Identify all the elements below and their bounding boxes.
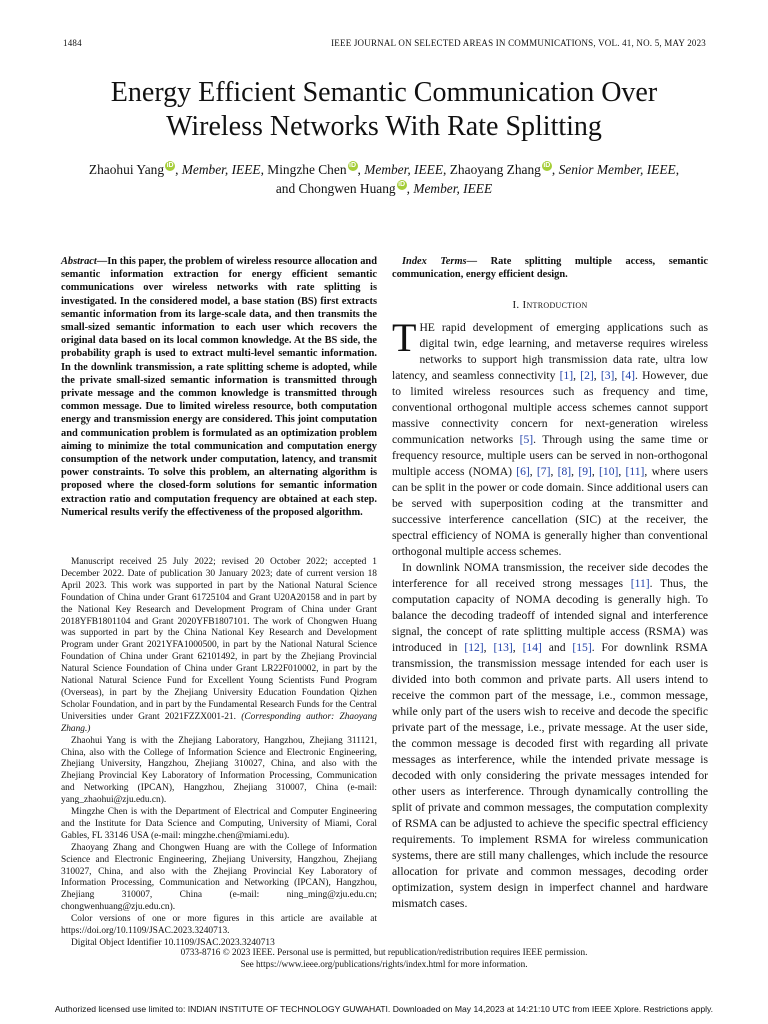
abstract-label: Abstract xyxy=(61,256,97,267)
footnote-affiliation: Mingzhe Chen is with the Department of Electrical and Computer Engineering and the Institute for Data Science and Computing, University of Miami, Coral Gables, FL 33146 USA (e-mail: mingzhe.chen@miami.edu). xyxy=(61,807,377,841)
authors-line-2: and Chongwen Huang iD , Member, IEEE xyxy=(275,181,493,196)
text-run: and xyxy=(541,640,573,654)
citation-link[interactable]: [8] xyxy=(557,464,572,478)
orcid-icon[interactable]: iD xyxy=(398,181,406,188)
authorized-use-footer: Authorized licensed use limited to: INDIAN INSTITUTE OF TECHNOLOGY GUWAHATI. Downloaded on May 14,2023 at 14:21:10 UTC from IEEE Xplore. Restrictions apply. xyxy=(54,1004,714,1014)
author-role: Senior Member, IEEE xyxy=(558,162,676,177)
drop-cap: T xyxy=(392,314,417,360)
citation-link[interactable]: [13] xyxy=(493,640,513,654)
copyright-line-2: See https://www.ieee.org/publications/rights/index.html for more information. xyxy=(240,958,528,969)
author-name: Zhaoyang Zhang xyxy=(449,162,541,177)
citation-link[interactable]: [9] xyxy=(578,464,592,478)
index-terms-label: Index Terms xyxy=(402,256,467,267)
text-run: , xyxy=(512,640,523,654)
text-run: , xyxy=(571,464,579,478)
text-run: , xyxy=(529,464,537,478)
text-run: , xyxy=(591,464,600,478)
citation-link[interactable]: [5] xyxy=(519,432,534,446)
footnote-doi: Digital Object Identifier 10.1109/JSAC.2023.3240713 xyxy=(71,938,275,948)
page-number: 1484 xyxy=(63,38,82,48)
citation-link[interactable]: [11] xyxy=(625,464,645,478)
title-line-2: Wireless Networks With Rate Splitting xyxy=(166,111,602,142)
text-run: . Thus, the computation capacity of NOMA decoding is generally high. To balance the decoding tradeoff of intended signal and interference signal, the concept of rate splitting multiple access (RSMA) was introduced in xyxy=(392,576,708,654)
index-terms xyxy=(392,255,708,281)
left-column xyxy=(61,255,377,519)
text-run: . For downlink RSMA transmission, the transmission message intended for each user is divided into both common and private parts. All users intend to receive the common part of the message, i.e., common message, while only part of the users wish to receive and decode the specific private part of the message, i.e., private message. At the user side, the common message is decoded first with regarding all private messages as interference, while the intended private message is decoded with only considering the private messages intended for other users as interference. Through dynamically controlling the split of private and common messages, the computation complexity of RSMA can be adjusted to achieve the specific spectral efficiency requirements. To implement RSMA for wireless communication systems, there are still many challenges, which include the resource allocation for private and common messages, decoding order optimization, system design in imperfect channel and hardware mismatch cases. xyxy=(392,640,709,910)
text-run: , where users can be split in the power or code domain. Since additional users can be served with superposition coding at the transmitter and successive interference cancellation (SIC) at the receiver, the spectral efficiency of NOMA is generally higher than conventional orthogonal multiple access schemes. xyxy=(392,464,709,558)
citation-link[interactable]: [15] xyxy=(572,640,592,654)
author-name: and Chongwen Huang xyxy=(275,181,396,196)
section-number: I. xyxy=(512,299,520,311)
text-run: . Through using the same time or frequency resource, multiple users can be served in non-orthogonal multiple access (NOMA) xyxy=(392,432,708,478)
text-run: , xyxy=(614,368,622,382)
author-role: Member, IEEE xyxy=(413,181,493,196)
author-name: Zhaohui Yang xyxy=(88,162,165,177)
copyright-notice xyxy=(40,947,728,970)
text-run: , xyxy=(618,464,626,478)
author-list xyxy=(40,160,728,198)
introduction-body xyxy=(392,314,709,912)
right-column xyxy=(392,255,708,912)
footnote-color-versions: Color versions of one or more figures in this article are available at https://doi.org/10.1109/JSAC.2023.3240713. xyxy=(61,914,377,937)
text-run: , xyxy=(573,368,581,382)
title-line-1: Energy Efficient Semantic Communication Over xyxy=(110,77,658,108)
author-role: Member, IEEE xyxy=(364,162,444,177)
citation-link[interactable]: [4] xyxy=(621,368,636,382)
section-title: Introduction xyxy=(522,299,588,311)
citation-link[interactable]: [1] xyxy=(559,368,574,382)
text-run: HE rapid development of emerging applications such as digital twin, edge learning, and metaverse requires wireless networks to support high transmission data rate, ultra low latency, and seamless connectivity xyxy=(392,320,708,382)
footnote-affiliation: Zhaoyang Zhang and Chongwen Huang are with the College of Information Science and Electronic Engineering, Zhejiang University, Hangzhou, Zhejiang 310027, China, and also with the Zhejiang Provincial Key Laboratory of Information Processing, Communication and Networking (IPCAN), Hangzhou, Zhejiang 310007, China (e-mail: ning_ming@zju.edu.cn; chongwenhuang@zju.edu.cn). xyxy=(61,842,377,913)
text-run: . However, due to limited wireless resources such as frequency and time, conventional orthogonal multiple access schemes cannot support massive connectivity concern for next-generation wireless communication networks xyxy=(392,368,708,446)
orcid-icon[interactable]: iD xyxy=(166,162,174,169)
citation-link[interactable]: [2] xyxy=(580,368,594,382)
citation-link[interactable]: [14] xyxy=(522,640,542,654)
footnote-manuscript xyxy=(61,557,377,736)
citation-link[interactable]: [12] xyxy=(464,640,484,654)
index-terms-text: — Rate splitting multiple access, semantic communication, energy efficient design. xyxy=(392,256,708,280)
copyright-line-1: 0733-8716 © 2023 IEEE. Personal use is permitted, but republication/redistribution requires IEEE permission. xyxy=(180,947,588,957)
footnote-text: Manuscript received 25 July 2022; revised 20 October 2022; accepted 1 December 2022. Date of publication 30 January 2023; date of current version 18 April 2023. This work was supported in part by the National Natural Science Foundation of China under Grant 61725104 and Grant U20A20158 and in part by the National Key Research and Development Program of China under Grant 2018YFB1801104 and Grant 2020YFB1807101. The work of Chongwen Huang was supported in part by the China National Key Research and Development Program under Grant 2021YFA1000500, in part by the National Natural Science Foundation of China under Grant 62101492, in part by the Zhejiang Provincial Natural Science Foundation of China under Grant LR22F010002, in part by the National Natural Science Fund for Excellent Young Scientists Fund Program (Overseas), in part by the Zhejiang University Education Foundation Qizhen Scholar Foundation, and in part by the Fundamental Research Funds for the Central Universities under Grant 2021FZZX001-21. xyxy=(61,557,377,722)
abstract xyxy=(61,255,377,519)
journal-name: IEEE JOURNAL ON SELECTED AREAS IN COMMUNICATIONS, VOL. 41, NO. 5, MAY 2023 xyxy=(331,38,706,48)
paragraph xyxy=(392,560,708,912)
text-run: In downlink NOMA transmission, the receiver side decodes the interference for all received strong messages xyxy=(392,560,708,590)
text-run: , xyxy=(483,640,494,654)
paragraph xyxy=(392,314,709,560)
citation-link[interactable]: [11] xyxy=(630,576,650,590)
orcid-icon[interactable]: iD xyxy=(349,162,357,169)
text-run: , xyxy=(550,464,558,478)
citation-link[interactable]: [3] xyxy=(600,368,615,382)
paper-title xyxy=(40,76,728,144)
citation-link[interactable]: [10] xyxy=(599,464,619,478)
author-name: Mingzhe Chen xyxy=(267,162,347,177)
abstract-text: —In this paper, the problem of wireless resource allocation and semantic information extraction for energy efficient semantic communications over wireless networks with rate splitting is investigated. In the considered model, a base station (BS) first extracts semantic information from its large-scale data, and then transmits the small-sized semantic information to each user which recovers the original data based on its local common knowledge. At the BS side, the probability graph is used to extract multi-level semantic information. In the downlink transmission, a rate splitting scheme is adopted, while the private small-sized semantic information is transmitted through private message and the common knowledge is transmitted through common message. Due to limited wireless resource, both computation energy and transmission energy are considered. This joint computation and communication problem is formulated as an optimization problem aiming to minimize the total communication and computation energy consumption of the network under computation, latency, and transmit power constraints. To solve this problem, an alternating algorithm is proposed where the closed-form solutions for semantic information extraction ratio and computation frequency are obtained at each step. Numerical results verify the effectiveness of the proposed algorithm. xyxy=(61,256,377,518)
citation-link[interactable]: [6] xyxy=(516,464,530,478)
section-heading xyxy=(392,299,708,313)
orcid-icon[interactable]: iD xyxy=(543,162,551,169)
footnotes xyxy=(61,557,377,950)
text-run: , xyxy=(593,368,601,382)
citation-link[interactable]: [7] xyxy=(536,464,551,478)
authors-line-1: Zhaohui Yang iD , Member, IEEE, Mingzhe Chen iD , Member, IEEE, Zhaoyang Zhang iD , Senior Member, IEEE, xyxy=(88,162,680,177)
corresponding-author: (Corresponding author: Zhaoyang Zhang.) xyxy=(61,711,377,734)
footnote-affiliation: Zhaohui Yang is with the Zhejiang Laboratory, Hangzhou, Zhejiang 311121, China, also with the College of Information Science and Electronic Engineering, Zhejiang University, Hangzhou, Zhejiang 310027, China, and also with the Zhejiang Provincial Key Laboratory of Information Processing, Communication and Networking (IPCAN), Hangzhou, Zhejiang 310007, China (e-mail: yang_zhaohui@zju.edu.cn). xyxy=(61,735,377,806)
author-role: Member, IEEE xyxy=(181,162,261,177)
